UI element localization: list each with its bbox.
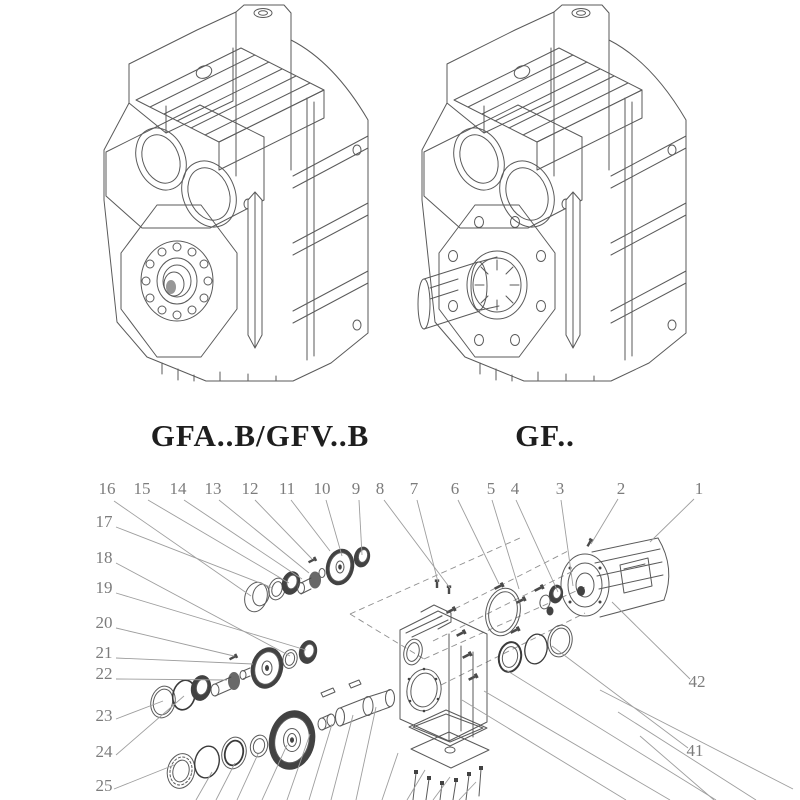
leader-line-41: [552, 646, 688, 748]
leader-line-14: [184, 500, 302, 579]
cooling-fins: [150, 55, 310, 135]
callout-number-17: 17: [95, 511, 113, 531]
leader-line: [433, 777, 450, 800]
callout-number-3: 3: [555, 478, 565, 498]
leader-line-4: [516, 500, 558, 592]
circlip: [522, 632, 550, 666]
callout-number-4: 4: [510, 478, 520, 498]
shaft-keys: [321, 680, 361, 697]
leader-line-8: [384, 500, 450, 588]
ball-bearing: [164, 751, 199, 791]
top-hole: [254, 9, 272, 18]
leader-line: [600, 690, 793, 789]
callout-number-2: 2: [616, 478, 626, 498]
callout-number-9: 9: [351, 478, 361, 498]
output-shaft: [418, 257, 499, 329]
top-hole: [572, 9, 590, 18]
callout-number-42: 42: [688, 671, 706, 691]
leader-line-18: [116, 563, 290, 656]
leader-line-15: [148, 500, 289, 583]
leader-line: [506, 670, 716, 800]
callout-number-24: 24: [95, 741, 113, 761]
callout-number-7: 7: [409, 478, 419, 498]
leader-line-42: [612, 602, 690, 679]
callout-number-14: 14: [169, 478, 187, 498]
snap-ring: [191, 744, 222, 781]
cooling-fins: [468, 55, 628, 135]
callout-number-5: 5: [486, 478, 496, 498]
callout-number-10: 10: [313, 478, 331, 498]
flange-bolt-holes: [449, 217, 546, 346]
oil-seal: [496, 640, 524, 674]
callout-number-19: 19: [95, 577, 113, 597]
leader-line-10: [326, 500, 342, 556]
callout-number-1: 1: [694, 478, 704, 498]
housing-side-rings: [496, 623, 575, 674]
leader-line: [216, 763, 235, 800]
washer: [281, 648, 299, 670]
exploded-gear-housing: [400, 605, 489, 800]
callout-number-16: 16: [98, 478, 116, 498]
leader-line-19: [116, 593, 306, 650]
terminal-box: [620, 558, 652, 593]
side-strap: [625, 98, 632, 360]
side-strap: [307, 98, 314, 360]
leader-line-6: [458, 500, 499, 584]
keyway: [430, 279, 458, 299]
model-label-gfab: GFA..B/GFV..B: [150, 418, 370, 453]
cover-bolts: [413, 766, 483, 800]
leader-line-13: [219, 500, 309, 573]
leader-line-5: [492, 500, 519, 589]
leader-line-17: [116, 527, 273, 588]
callout-layer: [96, 479, 794, 800]
leader-line-2: [591, 499, 618, 544]
end-cap: [241, 580, 270, 615]
leader-line-9: [359, 500, 362, 555]
exploded-view: [96, 479, 794, 800]
leader-line: [331, 715, 353, 800]
callout-number-15: 15: [133, 478, 151, 498]
callout-number-23: 23: [95, 705, 113, 725]
leader-line-1: [650, 499, 694, 542]
gearbox-drawing-gf: [418, 5, 686, 381]
input-bore-1: [445, 120, 513, 197]
leader-line: [484, 691, 670, 800]
hollow-shaft-bearing: [141, 241, 213, 321]
output-gear: [263, 706, 320, 774]
pinion-shaft-2: [211, 668, 250, 696]
callout-number-21: 21: [95, 642, 113, 662]
callout-number-8: 8: [375, 478, 385, 498]
washer: [248, 733, 270, 758]
output-shaft-exploded: [336, 690, 395, 727]
leader-line-20: [116, 628, 234, 656]
spacer: [318, 714, 335, 730]
foot-notches: [162, 363, 276, 381]
cover-plate: [411, 732, 489, 768]
callout-number-18: 18: [95, 547, 113, 567]
fastener-bolts: [229, 538, 594, 682]
input-bore-2: [490, 153, 564, 236]
callout-number-20: 20: [95, 612, 113, 632]
leader-line: [382, 753, 398, 800]
model-label-gf: GF..: [515, 418, 575, 453]
side-rails: [293, 136, 368, 323]
leader-line: [462, 700, 626, 800]
pinion-shaft-1: [298, 569, 326, 595]
side-rails: [611, 136, 686, 323]
callout-number-6: 6: [450, 478, 460, 498]
callout-number-12: 12: [241, 478, 259, 498]
input-bore-2: [172, 153, 246, 236]
callout-number-41: 41: [686, 740, 704, 760]
callout-number-11: 11: [278, 478, 296, 498]
input-bore-1: [127, 120, 195, 197]
foot-notches: [480, 363, 594, 381]
leader-line-25: [114, 765, 174, 789]
callout-number-22: 22: [95, 663, 113, 683]
leader-line-22: [116, 679, 227, 680]
leader-line-24: [116, 696, 184, 755]
input-stage-parts: [241, 545, 372, 615]
gearbox-drawing-gfab: [104, 5, 368, 381]
callout-number-13: 13: [204, 478, 222, 498]
leader-line-7: [417, 500, 438, 582]
leader-line: [196, 772, 212, 800]
leader-line: [356, 707, 376, 800]
leader-line-12: [255, 500, 312, 559]
callout-number-25: 25: [95, 775, 113, 795]
